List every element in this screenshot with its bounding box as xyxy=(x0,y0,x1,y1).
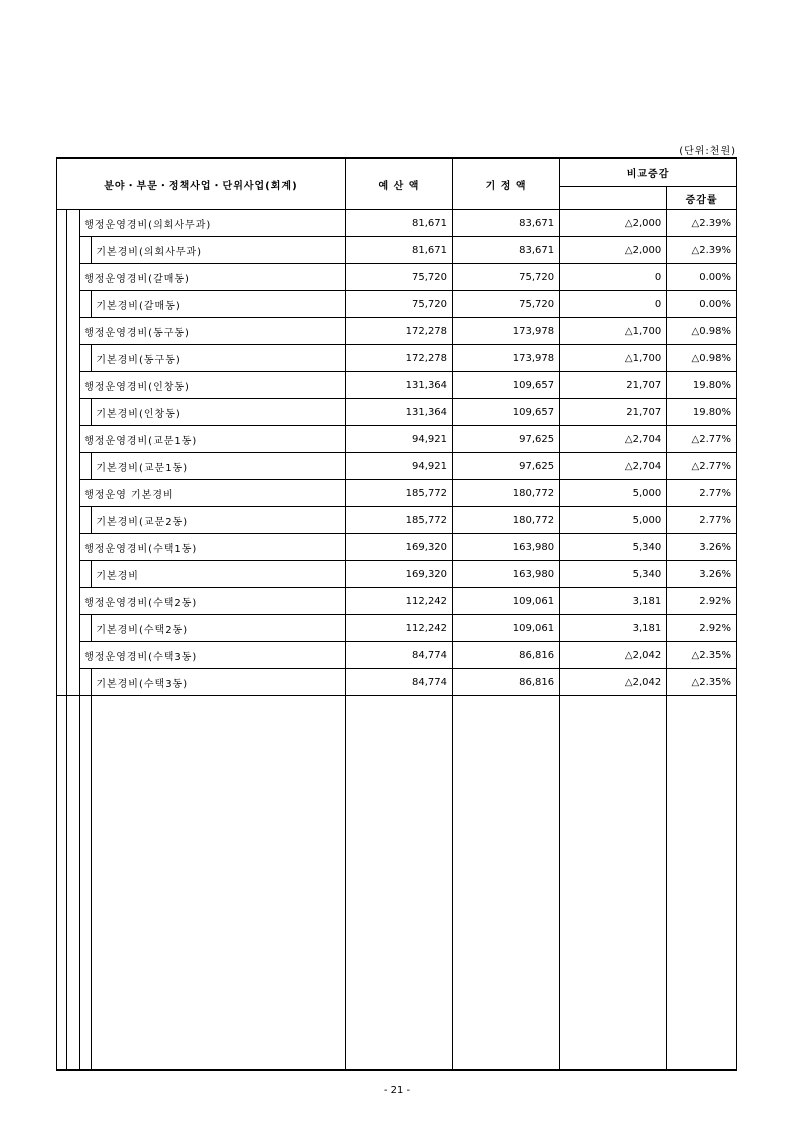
tree-indent xyxy=(67,210,80,237)
tree-indent xyxy=(57,399,67,426)
unit-label: (단위:천원) xyxy=(679,146,736,157)
tree-indent xyxy=(57,561,67,588)
program-name: 행정운영경비(갈매동) xyxy=(80,264,346,291)
unit-project-name: 기본경비(동구동) xyxy=(92,345,346,372)
unit-project-name: 기본경비(수택2동) xyxy=(92,615,346,642)
budget-cell: 185,772 xyxy=(345,507,452,534)
tree-indent xyxy=(57,372,67,399)
tree-indent xyxy=(57,696,67,1071)
tree-indent xyxy=(57,210,67,237)
header-prior: 기 정 액 xyxy=(453,158,560,210)
diff-cell: △2,042 xyxy=(560,669,667,696)
table-row xyxy=(57,210,737,237)
prior-cell: 163,980 xyxy=(453,561,560,588)
table-row xyxy=(57,426,737,453)
budget-cell: 94,921 xyxy=(345,453,452,480)
tree-indent xyxy=(67,453,80,480)
unit-project-name: 기본경비(인창동) xyxy=(92,399,346,426)
unit-project-name: 기본경비 xyxy=(92,561,346,588)
diff-cell: △1,700 xyxy=(560,345,667,372)
tree-indent xyxy=(57,534,67,561)
table-row xyxy=(57,561,737,588)
empty-cell xyxy=(667,696,737,1071)
program-name: 행정운영경비(인창동) xyxy=(80,372,346,399)
tree-indent xyxy=(67,669,80,696)
rate-cell: 0.00% xyxy=(667,291,737,318)
prior-cell: 83,671 xyxy=(453,237,560,264)
tree-indent xyxy=(80,615,92,642)
rate-cell: △2.35% xyxy=(667,669,737,696)
table-row xyxy=(57,291,737,318)
program-name: 행정운영경비(동구동) xyxy=(80,318,346,345)
tree-indent xyxy=(80,345,92,372)
tree-indent xyxy=(57,318,67,345)
budget-cell: 94,921 xyxy=(345,426,452,453)
prior-cell: 109,061 xyxy=(453,588,560,615)
tree-indent xyxy=(57,291,67,318)
diff-cell: 21,707 xyxy=(560,399,667,426)
tree-indent xyxy=(80,696,92,1071)
rate-cell: 0.00% xyxy=(667,264,737,291)
tree-indent xyxy=(67,291,80,318)
rate-cell: △2.35% xyxy=(667,642,737,669)
prior-cell: 180,772 xyxy=(453,480,560,507)
budget-cell: 172,278 xyxy=(345,345,452,372)
header-compare-blank xyxy=(560,187,667,210)
budget-table xyxy=(56,157,737,1071)
tree-indent xyxy=(57,588,67,615)
tree-indent xyxy=(57,453,67,480)
rate-cell: 2.92% xyxy=(667,588,737,615)
tree-indent xyxy=(57,642,67,669)
empty-cell xyxy=(345,696,452,1071)
diff-cell: △2,000 xyxy=(560,237,667,264)
tree-indent xyxy=(80,669,92,696)
tree-indent xyxy=(80,561,92,588)
tree-indent xyxy=(57,507,67,534)
prior-cell: 97,625 xyxy=(453,453,560,480)
rate-cell: △2.39% xyxy=(667,210,737,237)
prior-cell: 180,772 xyxy=(453,507,560,534)
tree-indent xyxy=(80,453,92,480)
rate-cell: 19.80% xyxy=(667,372,737,399)
tree-indent xyxy=(67,534,80,561)
prior-cell: 173,978 xyxy=(453,318,560,345)
prior-cell: 86,816 xyxy=(453,642,560,669)
diff-cell: 5,000 xyxy=(560,507,667,534)
unit-project-name: 기본경비(갈매동) xyxy=(92,291,346,318)
table-row xyxy=(57,534,737,561)
tree-indent xyxy=(67,642,80,669)
tree-indent xyxy=(67,615,80,642)
page-number: - 21 - xyxy=(383,1085,411,1096)
diff-cell: △1,700 xyxy=(560,318,667,345)
program-name: 행정운영경비(의회사무과) xyxy=(80,210,346,237)
table-row xyxy=(57,264,737,291)
tree-indent xyxy=(67,345,80,372)
prior-cell: 173,978 xyxy=(453,345,560,372)
table-row xyxy=(57,669,737,696)
table-row xyxy=(57,399,737,426)
prior-cell: 97,625 xyxy=(453,426,560,453)
rate-cell: 2.77% xyxy=(667,480,737,507)
tree-indent xyxy=(57,669,67,696)
prior-cell: 83,671 xyxy=(453,210,560,237)
budget-cell: 81,671 xyxy=(345,237,452,264)
tree-indent xyxy=(57,615,67,642)
diff-cell: △2,704 xyxy=(560,426,667,453)
tree-indent xyxy=(67,588,80,615)
rate-cell: 19.80% xyxy=(667,399,737,426)
program-name: 행정운영 기본경비 xyxy=(80,480,346,507)
diff-cell: 5,340 xyxy=(560,534,667,561)
prior-cell: 75,720 xyxy=(453,264,560,291)
table-row xyxy=(57,345,737,372)
budget-cell: 81,671 xyxy=(345,210,452,237)
tree-indent xyxy=(67,264,80,291)
rate-cell: △2.39% xyxy=(667,237,737,264)
budget-cell: 75,720 xyxy=(345,264,452,291)
rate-cell: △0.98% xyxy=(667,345,737,372)
tree-indent xyxy=(67,399,80,426)
budget-cell: 172,278 xyxy=(345,318,452,345)
program-name: 행정운영경비(교문1동) xyxy=(80,426,346,453)
tree-indent xyxy=(80,291,92,318)
prior-cell: 109,061 xyxy=(453,615,560,642)
rate-cell: 3.26% xyxy=(667,561,737,588)
tree-indent xyxy=(80,237,92,264)
diff-cell: △2,000 xyxy=(560,210,667,237)
tree-indent xyxy=(57,345,67,372)
tree-indent xyxy=(80,507,92,534)
table-row xyxy=(57,372,737,399)
tree-indent xyxy=(57,237,67,264)
diff-cell: 0 xyxy=(560,291,667,318)
table-row xyxy=(57,588,737,615)
budget-cell: 84,774 xyxy=(345,669,452,696)
tree-indent xyxy=(67,696,80,1071)
program-name: 행정운영경비(수택3동) xyxy=(80,642,346,669)
prior-cell: 109,657 xyxy=(453,399,560,426)
rate-cell: 2.77% xyxy=(667,507,737,534)
table-row xyxy=(57,453,737,480)
diff-cell: 5,000 xyxy=(560,480,667,507)
budget-cell: 169,320 xyxy=(345,534,452,561)
budget-cell: 84,774 xyxy=(345,642,452,669)
prior-cell: 109,657 xyxy=(453,372,560,399)
unit-project-name: 기본경비(교문1동) xyxy=(92,453,346,480)
empty-row xyxy=(57,696,737,1071)
empty-cell xyxy=(560,696,667,1071)
tree-indent xyxy=(67,561,80,588)
rate-cell: △2.77% xyxy=(667,426,737,453)
header-compare: 비교증감 xyxy=(560,158,737,187)
table-row xyxy=(57,507,737,534)
header-budget: 예 산 액 xyxy=(345,158,452,210)
budget-cell: 75,720 xyxy=(345,291,452,318)
budget-cell: 112,242 xyxy=(345,588,452,615)
diff-cell: 0 xyxy=(560,264,667,291)
prior-cell: 75,720 xyxy=(453,291,560,318)
program-name: 행정운영경비(수택2동) xyxy=(80,588,346,615)
tree-indent xyxy=(80,399,92,426)
tree-indent xyxy=(67,318,80,345)
tree-indent xyxy=(57,426,67,453)
rate-cell: 3.26% xyxy=(667,534,737,561)
rate-cell: △2.77% xyxy=(667,453,737,480)
table-row xyxy=(57,237,737,264)
budget-cell: 131,364 xyxy=(345,399,452,426)
table-row xyxy=(57,480,737,507)
prior-cell: 86,816 xyxy=(453,669,560,696)
rate-cell: △0.98% xyxy=(667,318,737,345)
budget-cell: 112,242 xyxy=(345,615,452,642)
tree-indent xyxy=(57,480,67,507)
header-category: 분야・부문・정책사업・단위사업(회계) xyxy=(57,158,346,210)
tree-indent xyxy=(67,507,80,534)
prior-cell: 163,980 xyxy=(453,534,560,561)
diff-cell: 3,181 xyxy=(560,588,667,615)
tree-indent xyxy=(67,480,80,507)
unit-project-name: 기본경비(의회사무과) xyxy=(92,237,346,264)
tree-indent xyxy=(67,372,80,399)
diff-cell: 5,340 xyxy=(560,561,667,588)
empty-cell xyxy=(92,696,346,1071)
unit-project-name: 기본경비(수택3동) xyxy=(92,669,346,696)
tree-indent xyxy=(67,237,80,264)
empty-cell xyxy=(453,696,560,1071)
diff-cell: 21,707 xyxy=(560,372,667,399)
header-rate: 증감률 xyxy=(667,187,737,210)
table-body xyxy=(57,210,737,1071)
diff-cell: △2,042 xyxy=(560,642,667,669)
budget-cell: 185,772 xyxy=(345,480,452,507)
rate-cell: 2.92% xyxy=(667,615,737,642)
unit-project-name: 기본경비(교문2동) xyxy=(92,507,346,534)
diff-cell: △2,704 xyxy=(560,453,667,480)
program-name: 행정운영경비(수택1동) xyxy=(80,534,346,561)
diff-cell: 3,181 xyxy=(560,615,667,642)
table-row xyxy=(57,615,737,642)
table-row xyxy=(57,642,737,669)
budget-cell: 169,320 xyxy=(345,561,452,588)
table-row xyxy=(57,318,737,345)
tree-indent xyxy=(57,264,67,291)
tree-indent xyxy=(67,426,80,453)
budget-cell: 131,364 xyxy=(345,372,452,399)
